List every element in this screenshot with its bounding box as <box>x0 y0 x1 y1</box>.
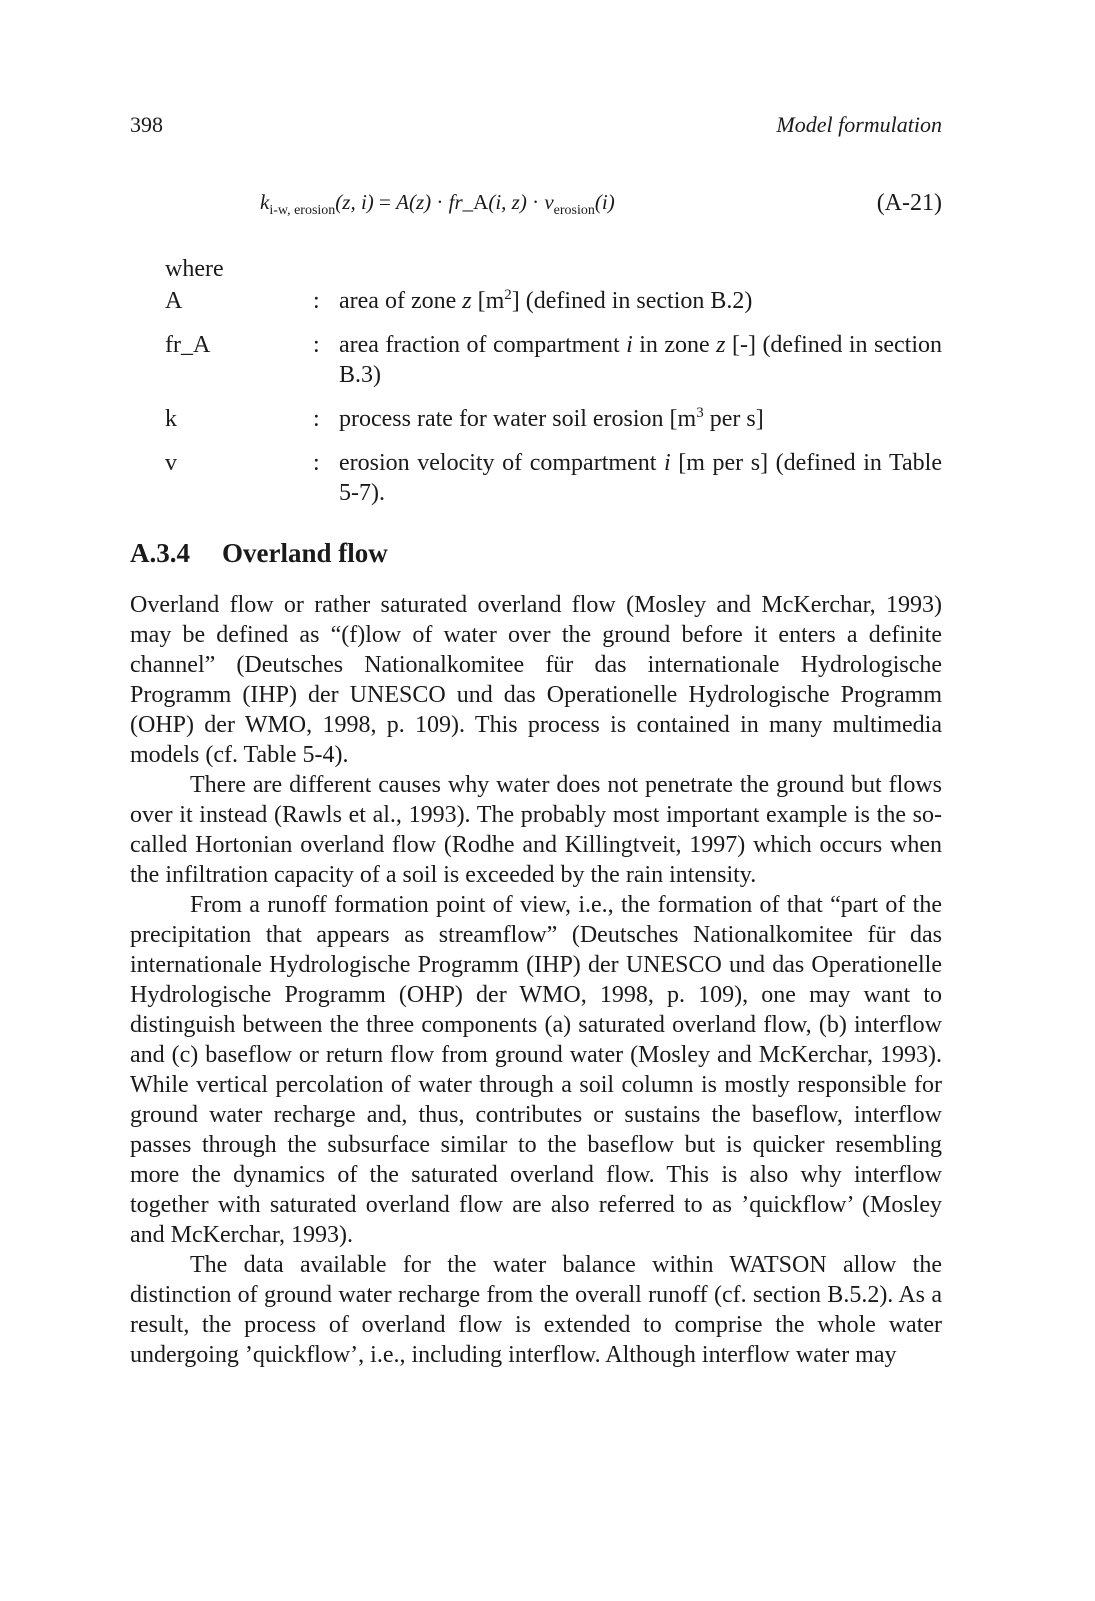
definition-text: erosion velocity of compartment i [m per s] (defined in Table 5-7). <box>339 450 942 506</box>
paragraph: Overland flow or rather saturated overland flow (Mosley and McKerchar, 1993) may be defined as “(f)low of water over the ground before it enters a definite channel” (Deutsches Nationalkomitee für das internationale Hydrologische Programm (IHP) der UNESCO und das Operationelle Hydrologische Programm (OHP) der WMO, 1998, p. 109). This process is contained in many multimedia models (cf. Table 5-4). <box>130 592 942 768</box>
definition-colon: : <box>313 288 320 314</box>
definition-text: area of zone z $[m^2]$ (defined in section B.2) <box>339 287 753 314</box>
definition-colon: : <box>313 406 320 432</box>
definition-symbol: k <box>165 406 177 432</box>
section-number: A.3.4 <box>130 538 190 568</box>
definition-text: area fraction of compartment i in zone z [-] (defined in section B.3) <box>339 332 942 388</box>
page-number: 398 <box>130 112 163 137</box>
section-title: Overland flow <box>222 538 388 568</box>
paragraph: From a runoff formation point of view, i.e., the formation of that “part of the precipitation that appears as streamflow” (Deutsches Nationalkomitee für das internationale Hydrologische Programm (IHP) der UNESCO und das Operationelle Hydrologische Programm (OHP) der WMO, 1998, p. 109), one may want to distinguish between the three components (a) saturated overland flow, (b) interflow and (c) baseflow or return flow from ground water (Mosley and McKerchar, 1993). While vertical percolation of water through a soil column is mostly responsible for ground water recharge and, thus, contributes or sustains the baseflow, interflow passes through the subsurface similar to the baseflow but is quicker resembling more the dynamics of the saturated overland flow. This is also why interflow together with saturated overland flow are also referred to as ’quickflow’ (Mosley and McKerchar, 1993). <box>130 892 942 1248</box>
paragraph: The data available for the water balance within WATSON allow the distinction of ground water recharge from the overall runoff (cf. section B.5.2). As a result, the process of overland flow is extended to comprise the whole water undergoing ’quickflow’, i.e., including interflow. Although interflow water may <box>130 1252 942 1368</box>
equation-a-21 <box>130 190 942 226</box>
where-label: where <box>165 256 224 282</box>
page-header <box>130 112 942 142</box>
definition-item <box>165 448 942 508</box>
body-text <box>130 590 942 1370</box>
equation-label: (A-21) <box>876 190 942 216</box>
definition-text: process rate for water soil erosion [$m^3$ per s] <box>339 405 764 432</box>
definition-item <box>165 286 942 316</box>
definition-colon: : <box>313 332 320 358</box>
definition-list <box>165 286 942 522</box>
definition-item <box>165 404 942 434</box>
definition-item <box>165 330 942 390</box>
section-heading <box>130 538 942 569</box>
equation-body: $k_{i-w, erosion}(z$, i) = A(z) · fr_A(i, $z) \cdot v_{erosion}(i)$ <box>260 190 615 219</box>
definition-colon: : <box>313 450 320 476</box>
running-title: Model formulation <box>776 112 942 137</box>
definition-symbol: fr_A <box>165 332 211 358</box>
paragraph: There are different causes why water does not penetrate the ground but flows over it instead (Rawls et al., 1993). The probably most important example is the so-called Hortonian overland flow (Rodhe and Killingtveit, 1997) which occurs when the infiltration capacity of a soil is exceeded by the rain intensity. <box>130 772 942 888</box>
definition-symbol: A <box>165 288 183 314</box>
definition-symbol: v <box>165 450 177 476</box>
